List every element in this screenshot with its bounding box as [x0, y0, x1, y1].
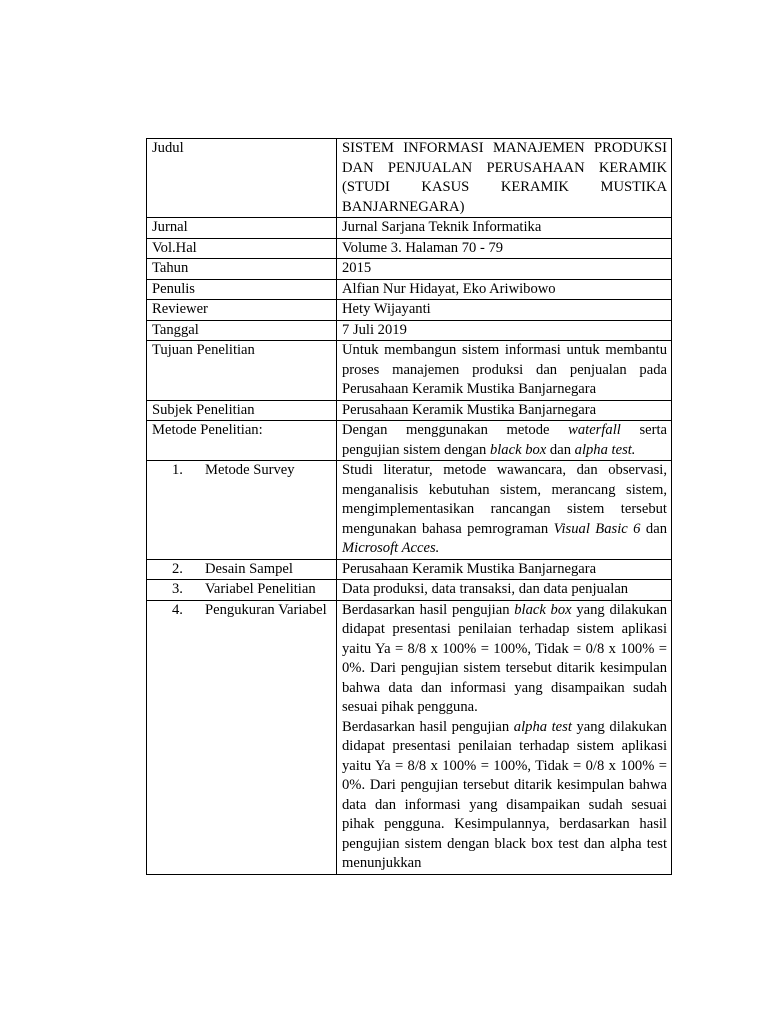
value-pengukuran — [337, 600, 672, 874]
value-sampel: Perusahaan Keramik Mustika Banjarnegara — [337, 559, 672, 580]
label-sampel — [147, 559, 337, 580]
label-survey — [147, 461, 337, 560]
item-label: Variabel Penelitian — [205, 581, 316, 597]
label-judul: Judul — [147, 139, 337, 218]
review-table — [146, 138, 672, 875]
table-row — [147, 600, 672, 874]
value-metode — [337, 421, 672, 461]
metode-em-alphatest: alpha test. — [574, 441, 636, 458]
pengukuran-paragraph-2 — [342, 718, 667, 874]
table-row — [147, 341, 672, 401]
pengukuran-paragraph-1 — [342, 601, 667, 718]
label-pengukuran — [147, 600, 337, 874]
survey-em-access: Microsoft Acces. — [342, 540, 440, 556]
item-number: 1. — [172, 462, 183, 478]
survey-text: dan — [640, 520, 667, 537]
label-penulis: Penulis — [147, 279, 337, 300]
label-tujuan: Tujuan Penelitian — [147, 341, 337, 401]
value-subjek: Perusahaan Keramik Mustika Banjarnegara — [337, 400, 672, 421]
label-tahun: Tahun — [147, 259, 337, 280]
table-row — [147, 421, 672, 461]
table-row — [147, 279, 672, 300]
item-label: Desain Sampel — [205, 560, 293, 577]
item-label: Pengukuran Variabel — [205, 601, 327, 618]
label-subjek: Subjek Penelitian — [147, 400, 337, 421]
value-variabel: Data produksi, data transaksi, dan data penjualan — [337, 580, 672, 601]
value-jurnal: Jurnal Sarjana Teknik Informatika — [337, 218, 672, 239]
pengukuran-em-alphatest: alpha test — [513, 718, 572, 735]
pengukuran-text: yang dilakukan didapat presentasi penilaian terhadap sistem aplikasi yaitu Ya = 8/8 x 100% = 100%, Tidak = 0/8 x 100% = 0%. Dari pengujian sistem tersebut ditarik kesimpulan bahwa data dan informasi yang disampaikan sudah sesuai pihak pengguna. — [342, 601, 667, 715]
item-label: Metode Survey — [205, 462, 295, 478]
survey-text: Studi literatur, metode wawancara, dan observasi, menganalisis kebutuhan sistem, merancang sistem, mengimplementasikan rancangan sistem tersebut mengunakan bahasa pemrograman — [342, 462, 667, 537]
metode-em-waterfall: waterfall — [568, 422, 621, 438]
table-row — [147, 400, 672, 421]
table-row — [147, 461, 672, 560]
label-volhal: Vol.Hal — [147, 238, 337, 259]
item-number: 3. — [172, 581, 183, 597]
value-survey — [337, 461, 672, 560]
item-number: 4. — [172, 601, 183, 618]
label-reviewer: Reviewer — [147, 300, 337, 321]
label-metode: Metode Penelitian: — [147, 421, 337, 461]
table-row — [147, 218, 672, 239]
metode-text: serta pengujian sistem dengan — [342, 422, 667, 458]
metode-text: Dengan menggunakan metode — [342, 422, 569, 438]
metode-em-blackbox: black box — [489, 441, 547, 458]
table-row — [147, 320, 672, 341]
value-tanggal: 7 Juli 2019 — [337, 320, 672, 341]
pengukuran-text: yang dilakukan didapat presentasi penilaian terhadap sistem aplikasi yaitu Ya = 8/8 x 100% = 100%, Tidak = 0/8 x 100% = 0%. Dari pengujian tersebut ditarik kesimpulan bahwa data dan informasi yang disampaikan sudah sesuai pihak pengguna. Kesimpulannya, berdasarkan hasil pengujian sistem dengan black box test dan alpha test menunjukkan — [342, 718, 667, 871]
value-reviewer: Hety Wijayanti — [337, 300, 672, 321]
table-row — [147, 238, 672, 259]
value-volhal: Volume 3. Halaman 70 - 79 — [337, 238, 672, 259]
pengukuran-text: Berdasarkan hasil pengujian — [342, 718, 514, 735]
pengukuran-em-blackbox: black box — [514, 601, 572, 618]
survey-em-vb6: Visual Basic 6 — [553, 520, 641, 537]
label-jurnal: Jurnal — [147, 218, 337, 239]
label-tanggal: Tanggal — [147, 320, 337, 341]
table-row — [147, 259, 672, 280]
item-number: 2. — [172, 560, 183, 577]
value-tahun: 2015 — [337, 259, 672, 280]
value-tujuan: Untuk membangun sistem informasi untuk membantu proses manajemen produksi dan penjualan pada Perusahaan Keramik Mustika Banjarnegara — [337, 341, 672, 401]
table-row — [147, 139, 672, 218]
value-judul: SISTEM INFORMASI MANAJEMEN PRODUKSI DAN PENJUALAN PERUSAHAAN KERAMIK (STUDI KASUS KERAMIK MUSTIKA BANJARNEGARA) — [337, 139, 672, 218]
value-penulis: Alfian Nur Hidayat, Eko Ariwibowo — [337, 279, 672, 300]
table-row — [147, 580, 672, 601]
table-row — [147, 300, 672, 321]
metode-text: dan — [546, 441, 575, 458]
table-row — [147, 559, 672, 580]
label-variabel — [147, 580, 337, 601]
pengukuran-text: Berdasarkan hasil pengujian — [342, 601, 515, 618]
